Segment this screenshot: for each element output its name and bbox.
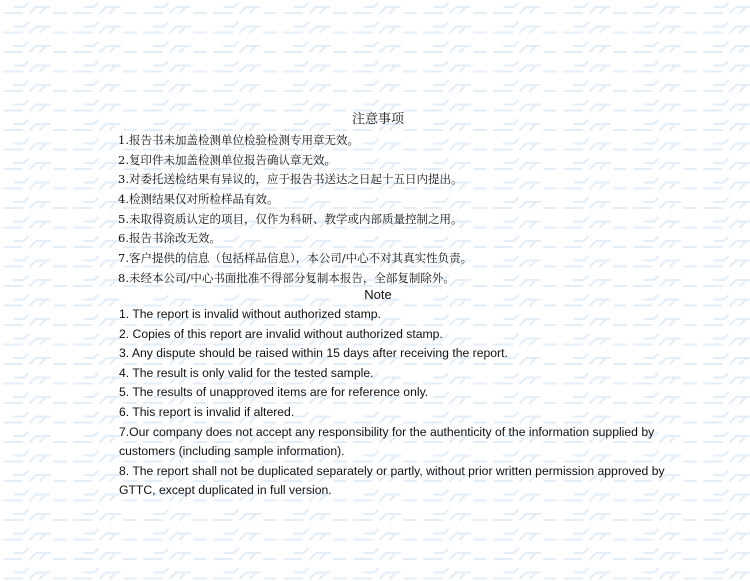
notice-item-en-8: 8. The report shall not be duplicated separately or partly, without prior written permission approved by GTTC, except duplicated in full version. [119, 463, 665, 498]
notice-item-cn-3: 3.对委托送检结果有异议的，应于报告书送达之日起十五日内提出。 [118, 172, 463, 187]
notice-title-english: Note [364, 287, 392, 302]
notice-item-cn-4: 4.检测结果仅对所检样品有效。 [118, 192, 279, 207]
notice-item-cn-1: 1.报告书未加盖检测单位检验检测专用章无效。 [118, 133, 359, 147]
notice-list-chinese [118, 131, 472, 289]
notice-item-en-1: 1. The report is invalid without authorized stamp. [119, 307, 381, 321]
notice-item-en-5: 5. The results of unapproved items are for reference only. [119, 385, 429, 400]
notice-item-en-3: 3. Any dispute should be raised within 15 days after receiving the report. [119, 346, 508, 361]
notice-item-en-2: 2. Copies of this report are invalid without authorized stamp. [119, 326, 443, 341]
notice-item-cn-7: 7.客户提供的信息（包括样品信息），本公司/中心不对其真实性负责。 [118, 251, 473, 266]
notice-item-cn-5: 5.未取得资质认定的项目，仅作为科研、教学或内部质量控制之用。 [118, 211, 463, 226]
notice-item-en-6: 6. This report is invalid if altered. [119, 404, 295, 419]
notice-list-english [119, 305, 679, 501]
notice-item-en-4: 4. The result is only valid for the tested sample. [119, 365, 374, 380]
notice-item-cn-2: 2.复印件未加盖检测单位报告确认章无效。 [118, 152, 336, 167]
notice-item-cn-8: 8.未经本公司/中心书面批准不得部分复制本报告，全部复制除外。 [118, 270, 455, 285]
notice-item-cn-6: 6.报告书涂改无效。 [118, 231, 221, 246]
notice-item-en-7: 7.Our company does not accept any responsibility for the authenticity of the information supplied by customers (including sample information). [119, 424, 655, 459]
notice-title-chinese: 注意事项 [351, 112, 404, 127]
